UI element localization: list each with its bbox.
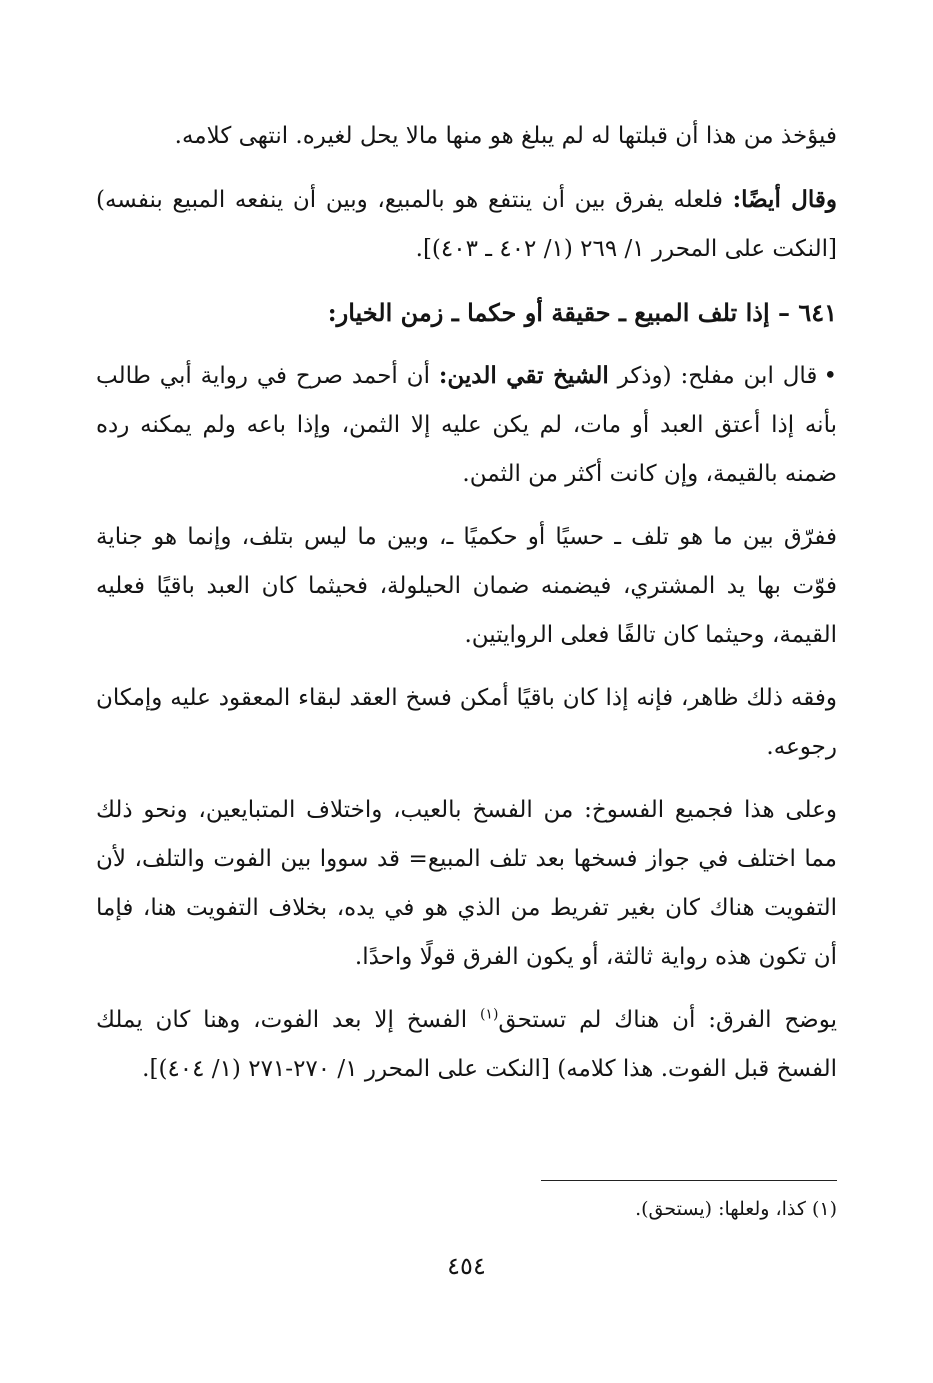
paragraph-3-text: أن أحمد صرح في رواية أبي طالب بأنه إذا أعتق العبد أو مات، لم يكن عليه إلا الثمن، وإذا باعه ولم يمكنه رده ضمنه بالقيمة، وإن كانت أكثر من الثمن. — [96, 363, 837, 487]
paragraph-7-text: الفسخ إلا بعد الفوت، وهنا كان يملك الفسخ قبل الفوت. هذا كلامه) [النكت على المحرر ١/ ٢٧٠-٢٧١ (١/ ٤٠٤)]. — [96, 1007, 837, 1082]
paragraph-3-bold: الشيخ تقي الدين: — [438, 362, 609, 389]
paragraph-3-start: قال ابن مفلح: (وذكر — [608, 363, 818, 389]
page-number: ٤٥٤ — [447, 1252, 486, 1280]
footnote-marker: (١) — [479, 1006, 499, 1023]
paragraph-2-text: فلعله يفرق بين أن ينتفع هو بالمبيع، وبين أن ينفعه المبيع بنفسه) [النكت على المحرر ١/ ٢٦٩ (١/ ٤٠٢ ـ ٤٠٣)]. — [96, 187, 837, 262]
paragraph-6: وعلى هذا فجميع الفسوخ: من الفسخ بالعيب، واختلاف المتبايعين، ونحو ذلك مما اختلف في جواز فسخها بعد تلف المبيع= قد سووا بين الفوت والتلف، لأن التفويت هناك كان بغير تفريط من الذي هو في يده، بخلاف التفويت هنا، فإما أن تكون هذه رواية ثالثة، أو يكون الفرق قولًا واحدًا. — [96, 797, 837, 970]
paragraph-2-lead: وقال أيضًا: — [732, 186, 837, 213]
paragraph-7-start: يوضح الفرق: أن هناك لم تستحق — [498, 1007, 837, 1033]
paragraph-1: فيؤخذ من هذا أن قبلتها له لم يبلغ هو منها مالا يحل لغيره. انتهى كلامه. — [174, 123, 837, 149]
bullet-icon: • — [823, 363, 838, 389]
paragraph-3 — [96, 351, 837, 499]
footnote-divider — [541, 1180, 837, 1181]
section-heading: ٦٤١ – إذا تلف المبيع ـ حقيقة أو حكما ـ زمن الخيار: — [327, 298, 837, 327]
paragraph-7 — [96, 996, 837, 1094]
paragraph-4: ففرّق بين ما هو تلف ـ حسيًا أو حكميًا ـ، وبين ما ليس بتلف، وإنما هو جناية فوّت بها يد المشتري، فيضمنه ضمان الحيلولة، فحيثما كان العبد باقيًا فعليه القيمة، وحيثما كان تالفًا فعلى الروايتين. — [96, 524, 837, 648]
paragraph-2 — [96, 175, 837, 274]
page-body — [96, 112, 837, 1108]
paragraph-5: وفقه ذلك ظاهر، فإنه إذا كان باقيًا أمكن فسخ العقد لبقاء المعقود عليه وإمكان رجوعه. — [96, 685, 837, 760]
footnote: (١) كذا، ولعلها: (يستحق). — [635, 1198, 837, 1220]
